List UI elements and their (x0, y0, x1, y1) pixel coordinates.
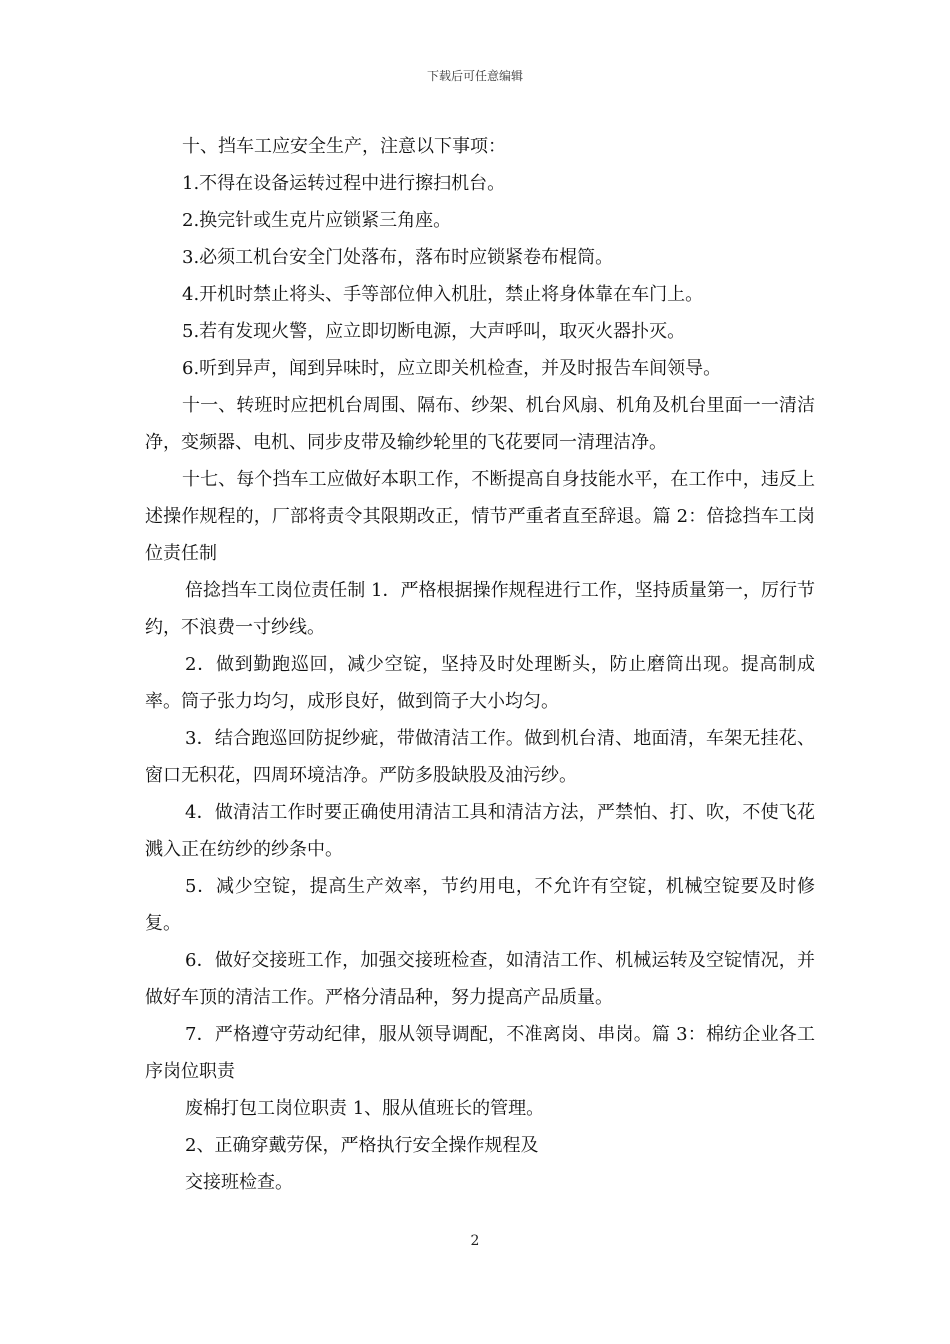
paragraph: 6.听到异声，闻到异味时，应立即关机检查，并及时报告车间领导。 (182, 358, 722, 379)
body-text (145, 128, 815, 1201)
paragraph: 1.不得在设备运转过程中进行擦扫机台。 (182, 173, 506, 194)
paragraph: 4．做清洁工作时要正确使用清洁工具和清洁方法，严禁怕、打、吹，不使飞花溅入正在纺纱的纱条中。 (145, 802, 815, 860)
paragraph: 交接班检查。 (185, 1172, 293, 1193)
paragraph: 十、挡车工应安全生产，注意以下事项： (182, 136, 506, 157)
paragraph: 7．严格遵守劳动纪律，服从领导调配，不准离岗、串岗。篇 3：棉纺企业各工序岗位职责 (145, 1024, 815, 1082)
header-note: 下载后可任意编辑 (426, 69, 523, 83)
paragraph: 3.必须工机台安全门处落布，落布时应锁紧卷布棍筒。 (182, 247, 614, 268)
paragraph: 十一、转班时应把机台周围、隔布、纱架、机台风扇、机角及机台里面一一清洁净，变频器、电机、同步皮带及输纱轮里的飞花要同一清理洁净。 (145, 395, 815, 453)
paragraph: 十七、每个挡车工应做好本职工作，不断提高自身技能水平，在工作中，违反上述操作规程的，厂部将责令其限期改正，情节严重者直至辞退。篇 2：倍捻挡车工岗位责任制 (145, 469, 815, 564)
page-number: 2 (470, 1233, 480, 1249)
paragraph: 废棉打包工岗位职责 1、服从值班长的管理。 (185, 1098, 545, 1119)
paragraph: 倍捻挡车工岗位责任制 1．严格根据操作规程进行工作，坚持质量第一，厉行节约，不浪费一寸纱线。 (145, 580, 815, 638)
paragraph: 6．做好交接班工作，加强交接班检查，如清洁工作、机械运转及空锭情况，并做好车顶的清洁工作。严格分清品种，努力提高产品质量。 (145, 950, 815, 1008)
paragraph: 2.换完针或生克片应锁紧三角座。 (182, 210, 452, 231)
paragraph: 5.若有发现火警，应立即切断电源，大声呼叫，取灭火器扑灭。 (182, 321, 686, 342)
paragraph: 2、正确穿戴劳保，严格执行安全操作规程及 (185, 1135, 539, 1156)
paragraph: 3．结合跑巡回防捉纱疵，带做清洁工作。做到机台清、地面清，车架无挂花、窗口无积花，四周环境洁净。严防多股缺股及油污纱。 (145, 728, 815, 786)
paragraph: 2．做到勤跑巡回，减少空锭，坚持及时处理断头，防止磨筒出现。提高制成率。筒子张力均匀，成形良好，做到筒子大小均匀。 (145, 654, 815, 712)
paragraph: 5．减少空锭，提高生产效率，节约用电，不允许有空锭，机械空锭要及时修复。 (145, 876, 815, 934)
paragraph: 4.开机时禁止将头、手等部位伸入机肚，禁止将身体靠在车门上。 (182, 284, 704, 305)
